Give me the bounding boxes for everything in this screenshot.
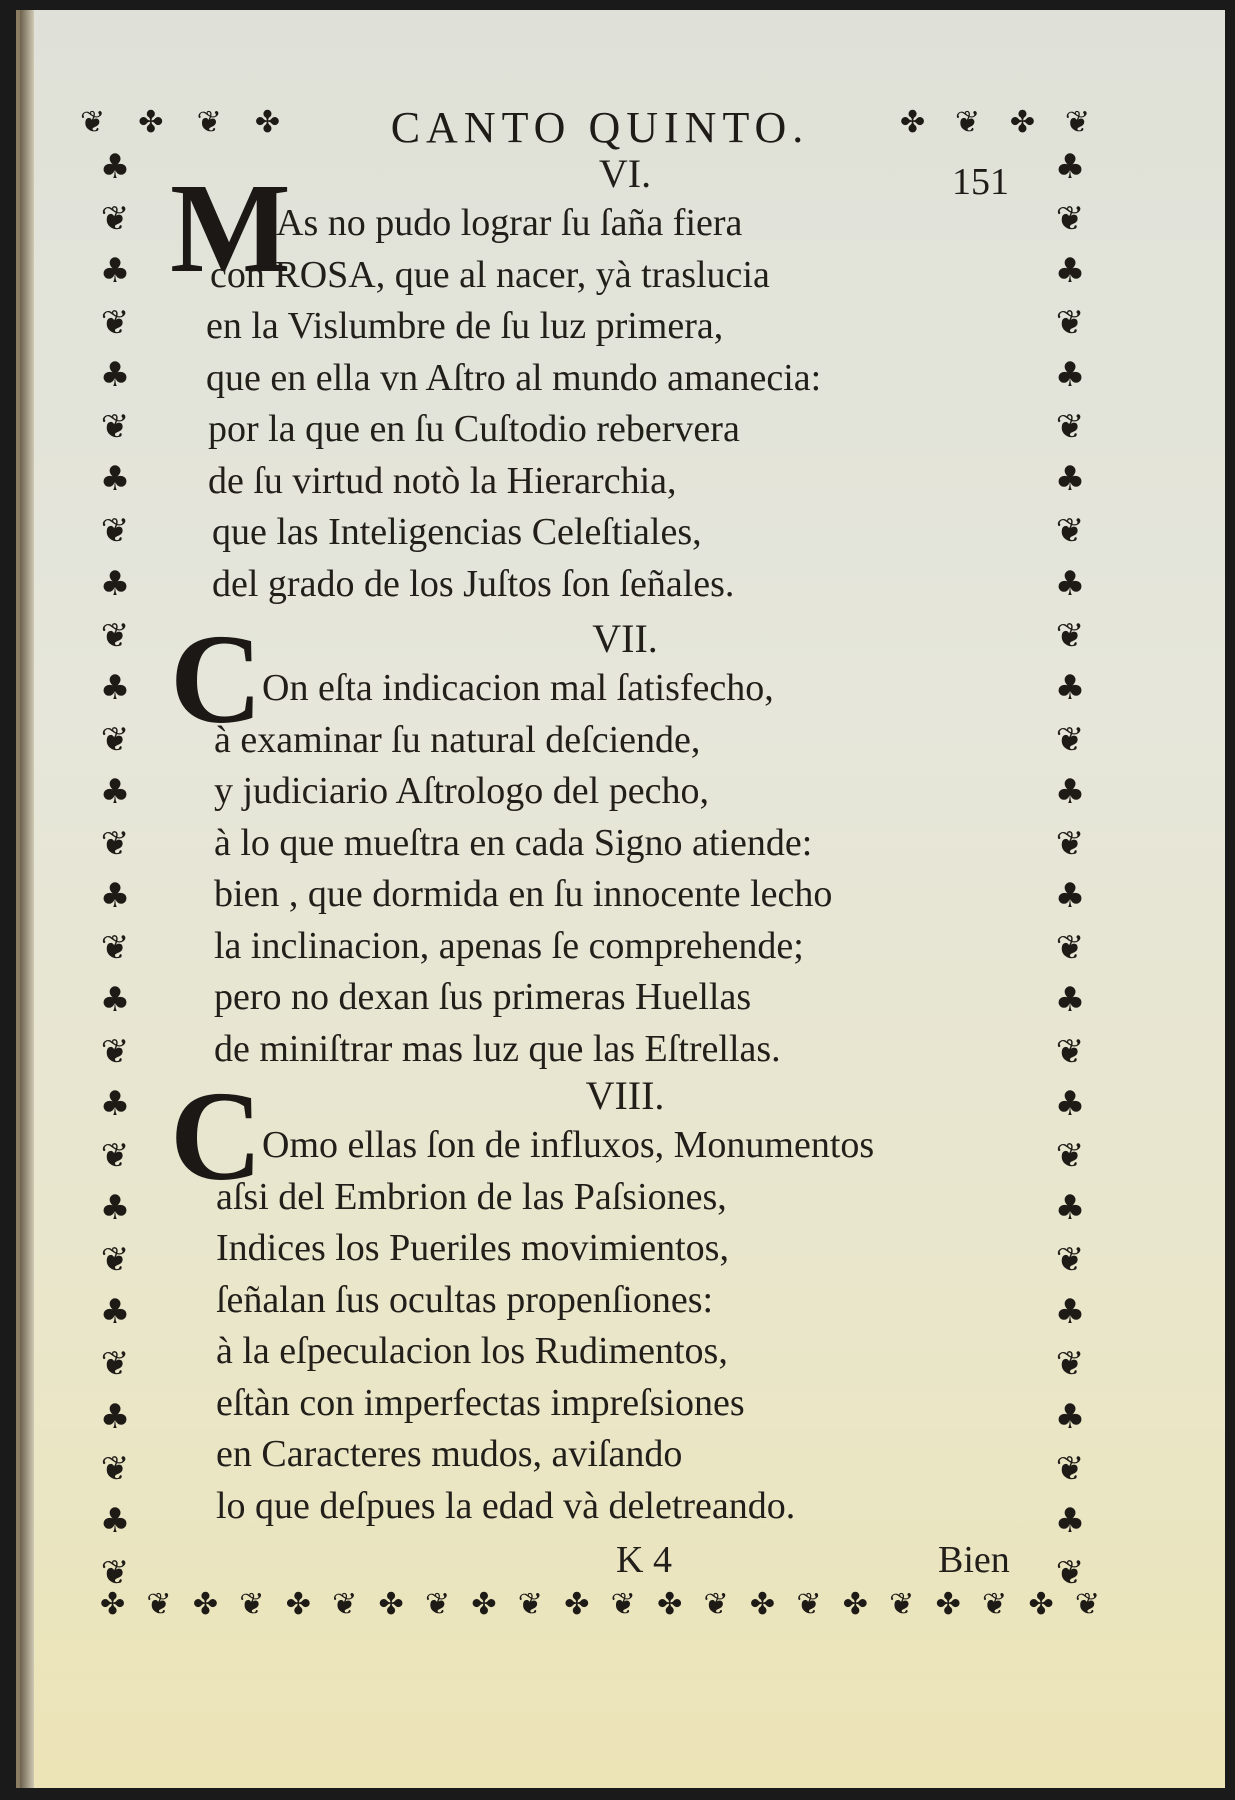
fleuron-icon: ✤ — [254, 105, 280, 140]
fleuron-icon: ♣ — [1054, 1292, 1086, 1333]
fleuron-icon: ❦ — [517, 1587, 543, 1622]
fleuron-icon: ✤ — [1028, 1587, 1054, 1622]
verse-line: As no pudo lograr ſu ſaña fiera — [276, 202, 743, 244]
fleuron-icon: ❦ — [610, 1587, 636, 1622]
fleuron-icon: ✤ — [138, 105, 164, 140]
verse-line: pero no dexan ſus primeras Huellas — [214, 976, 752, 1018]
fleuron-icon: ❦ — [703, 1587, 729, 1622]
fleuron-icon: ❦ — [1055, 1552, 1085, 1593]
fleuron-icon: ❦ — [100, 303, 130, 344]
verse-line: à examinar ſu natural deſciende, — [214, 718, 701, 761]
fleuron-icon: ♣ — [99, 980, 131, 1020]
page-number: 151 — [952, 161, 1009, 203]
fleuron-icon: ✤ — [842, 1587, 868, 1622]
verse-line: del grado de los Juſtos ſon ſeñales. — [212, 562, 735, 605]
fleuron-icon: ❦ — [1064, 105, 1090, 140]
fleuron-icon: ♣ — [1054, 771, 1086, 812]
stanza-vii — [170, 608, 990, 1075]
fleuron-icon: ❦ — [196, 105, 222, 140]
fleuron-icon: ❦ — [100, 511, 130, 552]
fleuron-icon: ✤ — [378, 1587, 404, 1622]
fleuron-icon: ❦ — [1055, 1448, 1085, 1489]
fleuron-icon: ♣ — [99, 667, 131, 708]
verse-line: y judiciario Aſtrologo del pecho, — [214, 770, 709, 812]
fleuron-icon: ❦ — [1055, 511, 1085, 552]
verse-line: de ſu virtud notò la Hierarchia, — [208, 459, 677, 502]
fleuron-icon: ❦ — [1055, 615, 1085, 656]
running-title: CANTO QUINTO. — [390, 103, 810, 152]
verse-line: à la eſpeculacion los Rudimentos, — [216, 1330, 728, 1372]
fleuron-icon: ♣ — [99, 1084, 131, 1125]
fleuron-icon: ♣ — [1054, 1396, 1086, 1437]
fleuron-icon: ✤ — [100, 1587, 126, 1622]
fleuron-icon: ❦ — [1055, 1240, 1085, 1281]
fleuron-icon: ❦ — [100, 1448, 130, 1489]
fleuron-icon: ❦ — [796, 1587, 822, 1622]
fleuron-icon: ✤ — [192, 1587, 218, 1622]
verse-line: eſtàn con imperfectas impreſsiones — [216, 1381, 745, 1424]
fleuron-icon: ♣ — [99, 1188, 131, 1229]
fleuron-icon: ❦ — [100, 407, 130, 448]
book-page — [16, 10, 1225, 1788]
fleuron-icon: ♣ — [1054, 251, 1086, 292]
fleuron-icon: ❦ — [100, 615, 130, 656]
fleuron-icon: ✤ — [900, 105, 926, 140]
fleuron-icon: ❦ — [100, 1344, 130, 1385]
stanza-numeral: VI. — [598, 151, 652, 196]
fleuron-icon: ♣ — [1054, 980, 1086, 1020]
fleuron-icon: ❦ — [100, 1552, 130, 1593]
fleuron-icon: ♣ — [99, 1292, 131, 1333]
drop-capital: M — [170, 157, 291, 299]
fleuron-icon: ✤ — [564, 1587, 590, 1622]
stanza-numeral: VIII. — [585, 1073, 665, 1118]
fleuron-icon: ♣ — [1054, 667, 1086, 708]
signature-mark: K 4 — [616, 1539, 672, 1581]
ornament-right-column — [1045, 147, 1095, 1593]
verse-line: Omo ellas ſon de influxos, Monumentos — [262, 1124, 875, 1166]
ornament-top-right — [900, 105, 1090, 140]
ornament-left-column — [90, 147, 140, 1593]
fleuron-icon: ♣ — [1054, 875, 1086, 916]
fleuron-icon: ❦ — [889, 1587, 915, 1622]
fleuron-icon: ♣ — [1054, 563, 1086, 604]
fleuron-icon: ❦ — [80, 105, 106, 140]
verse-line: con ROSA, que al nacer, yà traslucia — [210, 253, 770, 296]
fleuron-icon: ♣ — [99, 355, 131, 396]
verse-line: la inclinacion, apenas ſe comprehende; — [214, 924, 804, 967]
fleuron-icon: ❦ — [954, 105, 981, 140]
stanza-viii — [170, 1065, 990, 1532]
stanza-vi — [170, 150, 990, 610]
fleuron-icon: ♣ — [99, 251, 131, 292]
fleuron-icon: ♣ — [99, 459, 131, 500]
fleuron-icon: ♣ — [1054, 1084, 1086, 1125]
fleuron-icon: ♣ — [1054, 147, 1086, 187]
verse-line: en Caracteres mudos, aviſando — [216, 1433, 683, 1475]
fleuron-icon: ❦ — [146, 1587, 172, 1622]
drop-capital: C — [170, 1065, 263, 1207]
verse-line: ſeñalan ſus ocultas propenſiones: — [216, 1278, 714, 1321]
fleuron-icon: ✤ — [1009, 105, 1036, 140]
verse-line: por la que en ſu Cuſtodio rebervera — [208, 408, 740, 450]
verse-line: bien , que dormida en ſu innocente lecho — [214, 873, 833, 915]
fleuron-icon: ❦ — [1055, 407, 1085, 448]
fleuron-icon: ❦ — [1055, 199, 1085, 240]
fleuron-icon: ❦ — [1055, 303, 1085, 344]
catchword: Bien — [938, 1539, 1010, 1581]
fleuron-icon: ✤ — [471, 1587, 497, 1622]
fleuron-icon: ❦ — [1055, 1344, 1085, 1385]
verse-line: que en ella vn Aſtro al mundo amanecia: — [206, 356, 822, 399]
ornament-bottom-row — [100, 1587, 1100, 1622]
verse-line: lo que deſpues la edad và deletreando. — [216, 1484, 796, 1527]
fleuron-icon: ❦ — [1055, 823, 1085, 864]
fleuron-icon: ❦ — [100, 823, 130, 864]
fleuron-icon: ❦ — [1074, 1587, 1100, 1622]
fleuron-icon: ❦ — [332, 1587, 358, 1622]
fleuron-icon: ♣ — [99, 1396, 131, 1437]
fleuron-icon: ♣ — [99, 771, 131, 812]
verse-line: On eſta indicacion mal ſatisfecho, — [262, 667, 774, 709]
fleuron-icon: ❦ — [982, 1587, 1008, 1622]
fleuron-icon: ❦ — [100, 1136, 130, 1177]
fleuron-icon: ♣ — [99, 1500, 131, 1541]
fleuron-icon: ♣ — [1054, 355, 1086, 396]
fleuron-icon: ✤ — [749, 1587, 776, 1622]
verse-line: de miniſtrar mas luz que las Eſtrellas. — [214, 1027, 781, 1070]
fleuron-icon: ❦ — [1055, 1136, 1085, 1177]
fleuron-icon: ❦ — [100, 1032, 130, 1073]
fleuron-icon: ♣ — [99, 147, 131, 187]
stanza-numeral: VII. — [592, 616, 658, 661]
page-gutter — [20, 10, 34, 1788]
verse-line: à lo que mueſtra en cada Signo atiende: — [214, 821, 813, 864]
verse-line: en la Vislumbre de ſu luz primera, — [206, 305, 724, 347]
verse-line: Indices los Pueriles movimientos, — [216, 1227, 729, 1269]
fleuron-icon: ❦ — [100, 199, 130, 240]
drop-capital: C — [170, 608, 263, 750]
fleuron-icon: ♣ — [99, 563, 131, 604]
fleuron-icon: ❦ — [239, 1587, 265, 1622]
verse-line: que las Inteligencias Celeſtiales, — [212, 511, 702, 553]
fleuron-icon: ❦ — [1055, 719, 1085, 760]
fleuron-icon: ❦ — [100, 719, 130, 760]
fleuron-icon: ♣ — [1054, 1188, 1086, 1229]
fleuron-icon: ❦ — [1055, 1032, 1085, 1073]
fleuron-icon: ✤ — [657, 1587, 683, 1622]
fleuron-icon: ❦ — [424, 1587, 451, 1622]
fleuron-icon: ❦ — [100, 1240, 130, 1281]
fleuron-icon: ❦ — [1055, 927, 1085, 968]
fleuron-icon: ♣ — [1054, 1500, 1086, 1541]
fleuron-icon: ✤ — [935, 1587, 961, 1622]
verse-line: aſsi del Embrion de las Paſsiones, — [216, 1175, 727, 1218]
ornament-top-left — [80, 105, 280, 140]
fleuron-icon: ♣ — [99, 875, 131, 916]
fleuron-icon: ❦ — [100, 927, 130, 968]
fleuron-icon: ✤ — [285, 1587, 311, 1622]
fleuron-icon: ♣ — [1054, 459, 1086, 500]
